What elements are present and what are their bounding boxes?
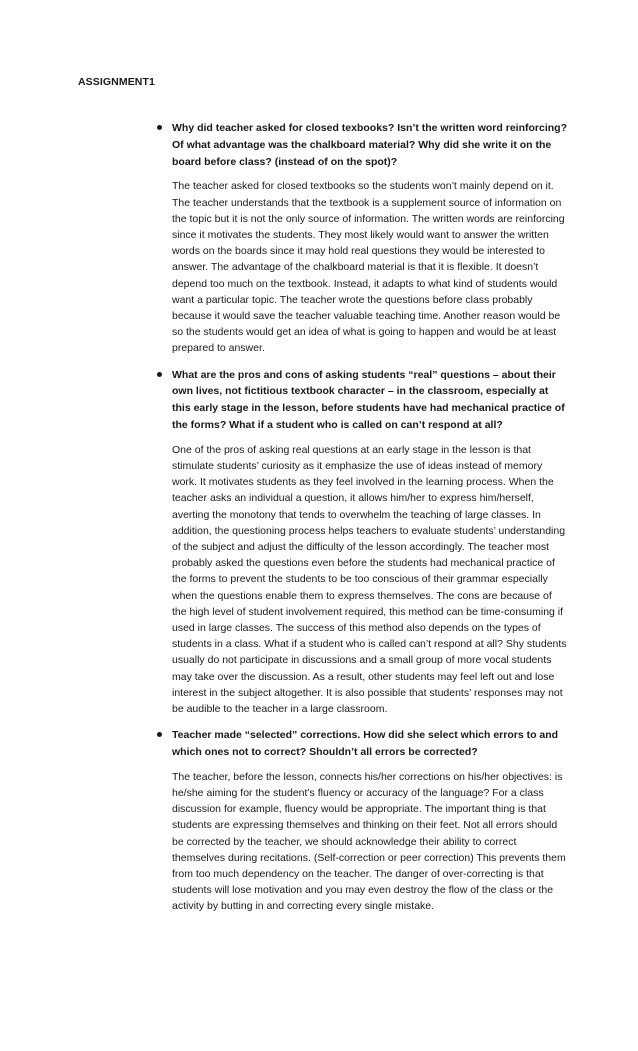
qa-section-1 bbox=[157, 120, 569, 357]
qa-section-3 bbox=[157, 727, 569, 914]
question-2: What are the pros and cons of asking students “real” questions – about their own lives, not fictitious textbook character – in the classroom, especially at this early stage in the lesson, before students have had mechanical practice of the forms? What if a student who is called on can’t respond at all? bbox=[172, 368, 565, 432]
question-3: Teacher made “selected” corrections. How did she select which errors to and which ones not to correct? Shouldn’t all errors be corrected? bbox=[172, 729, 559, 759]
page-title: ASSIGNMENT1 bbox=[78, 76, 155, 88]
bullet-icon bbox=[157, 732, 162, 737]
bullet-icon bbox=[157, 372, 162, 377]
qa-section-2 bbox=[157, 367, 569, 718]
answer-3: The teacher, before the lesson, connects his/her corrections on his/her objectives: is he/she aiming for the student’s fluency or accuracy of the language? For a class discussion for example, fluency would be appropriate. The important thing is that students are expressing themselves and thinking on their feet. Not all errors should be corrected by the teacher, we should acknowledge their ability to correct themselves during recitations. (Self-correction or peer correction) This prevents them from too much dependency on the teacher. The danger of over-correcting is that students will lose motivation and you may even destroy the flow of the class or the activity by butting in and correcting every single mistake. bbox=[172, 770, 566, 913]
bullet-icon bbox=[157, 125, 162, 130]
document-body bbox=[157, 120, 569, 915]
answer-1: The teacher asked for closed textbooks so the students won’t mainly depend on it. The teacher understands that the textbook is a supplement source of information on the topic but it is not the only source of information. The written words are reinforcing since it motivates the students. They most likely would want to answer the written words on the boards since it may hold real questions they would be interested to answer. The advantage of the chalkboard material is that it is flexible. It doesn’t depend too much on the textbook. Instead, it adapts to what kind of students would want a particular topic. The teacher wrote the questions before class probably because it would save the teacher valuable teaching time. Another reason would be so the students would get an idea of what is going to happen and would be at least prepared to answer. bbox=[172, 180, 565, 355]
question-1: Why did teacher asked for closed texbooks? Isn’t the written word reinforcing? Of what advantage was the chalkboard material? Why did she write it on the board before class? (instead of on the spot)? bbox=[172, 122, 567, 168]
answer-2: One of the pros of asking real questions at an early stage in the lesson is that stimulate students’ curiosity as it emphasize the use of ideas instead of memory work. It motivates students as they feel involved in the learning process. When the teacher asks an individual a question, it allows him/her to express him/herself, averting the monotony that tends to overwhelm the teaching of large classes. In addition, the questioning process helps teachers to evaluate students’ understanding of the subject and adjust the difficulty of the lesson accordingly. The teacher most probably asked the questions even before the students had mechanical practice of the forms to prevent the students to be too conscious of their grammar especially when the questions enable them to express themselves. The cons are because of the high level of student involvement required, this method can be time-consuming if used in large classes. The success of this method also depends on the types of students in a class. What if a student who is called can’t respond at all? Shy students usually do not participate in discussions and a small group of more vocal students may take over the discussion. As a result, other students may feel left out and lose interest in the subject altogether. It is also possible that students’ responses may not be audible to the teacher in a large classroom. bbox=[172, 443, 567, 716]
